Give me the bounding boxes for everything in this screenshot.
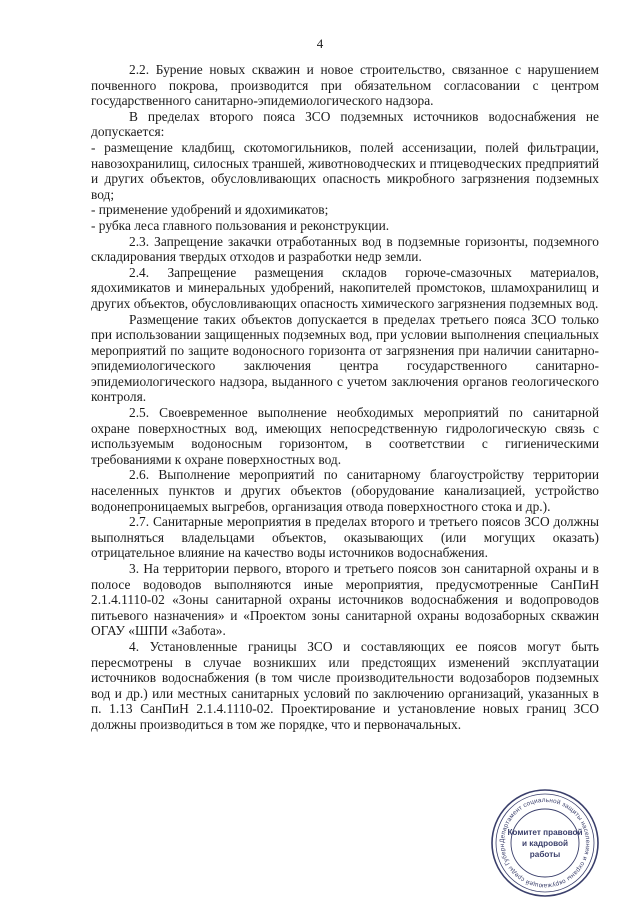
stamp-ring-text: Департамент социальной защиты населения и охраны окружающей среды Губерн [498,796,592,890]
paragraph-4: 4. Установленные границы ЗСО и составляющих ее поясов могут быть пересмотрены в случае возникших или предстоящих изменений эксплуатации источников водоснабжения (в том числе производительности водозаборов подземных вод и др.) или местных санитарных условий по заключению организаций, указанных в п. 1.13 СанПиН 2.1.4.1110-02. Проектирование и установление новых границ ЗСО должны производиться в том же порядке, что и первоначальных. [91,638,599,732]
paragraph-2-6: 2.6. Выполнение мероприятий по санитарному благоустройству территории населенных пунктов и других объектов (оборудование канализацией, устройство водонепроницаемых выгребов, организация отвода поверхностного стока и др.). [91,467,599,514]
stamp-seal-graphic [489,787,601,899]
list-item-fertilizers: - применение удобрений и ядохимикатов; [91,202,329,218]
paragraph-3: 3. На территории первого, второго и третьего поясов зон санитарной охраны и в полосе водоводов выполняются иные мероприятия, предусмотренные СанПиН 2.1.4.1110-02 «Зоны санитарной охраны источников водоснабжения и водопроводов питьевого назначения» и «Проектом зоны санитарной охраны водозаборных скважин ОГАУ «ШПИ «Забота». [91,561,599,639]
paragraph-2-5: 2.5. Своевременное выполнение необходимых мероприятий по санитарной охране поверхностных вод, имеющих непосредственную гидрологическую связь с используемым водоносным горизонтом, в соответствии с гигиеническими требованиями к охране поверхностных вод. [91,405,599,467]
stamp-center-line-2: и кадровой [521,839,569,848]
paragraph-2-7: 2.7. Санитарные мероприятия в пределах второго и третьего поясов ЗСО должны выполняться владельцами объектов, оказывающих (или могущих оказать) отрицательное влияние на качество воды источников водоснабжения. [91,514,599,561]
paragraph-2-2: 2.2. Бурение новых скважин и новое строительство, связанное с нарушением почвенного покрова, производится при обязательном согласовании с центром государственного санитарно-эпидемиологического надзора. [91,62,599,109]
document-body [91,62,599,733]
list-item-cemeteries: - размещение кладбищ, скотомогильников, полей ассенизации, полей фильтрации, навозохранилищ, силосных траншей, животноводческих и птицеводческих предприятий и других объектов, обусловливающих опасность микробного загрязнения подземных вод; [91,139,599,202]
stamp-center-line-3: работы [529,850,561,859]
official-stamp [489,787,601,899]
page-number: 4 [316,36,324,51]
paragraph-zone2-intro: В пределах второго пояса ЗСО подземных источников водоснабжения не допускается: [91,108,599,140]
paragraph-placement: Размещение таких объектов допускается в пределах третьего пояса ЗСО только при использовании защищенных подземных вод, при условии выполнения специальных мероприятий по защите водоносного горизонта от загрязнения при наличии санитарно-эпидемиологического заключения центра государственного санитарно-эпидемиологического надзора, выданного с учетом заключения органов геологического контроля. [91,311,599,405]
paragraph-2-4: 2.4. Запрещение размещения складов горюче-смазочных материалов, ядохимикатов и минеральных удобрений, накопителей промстоков, шламохранилищ и других объектов, обусловливающих опасность химического загрязнения подземных вод. [91,264,599,311]
paragraph-2-3: 2.3. Запрещение закачки отработанных вод в подземные горизонты, подземного складирования твердых отходов и разработки недр земли. [91,233,599,265]
stamp-center-line-1: Комитет правовой [507,828,583,837]
list-item-logging: - рубка леса главного пользования и реконструкции. [91,217,390,233]
